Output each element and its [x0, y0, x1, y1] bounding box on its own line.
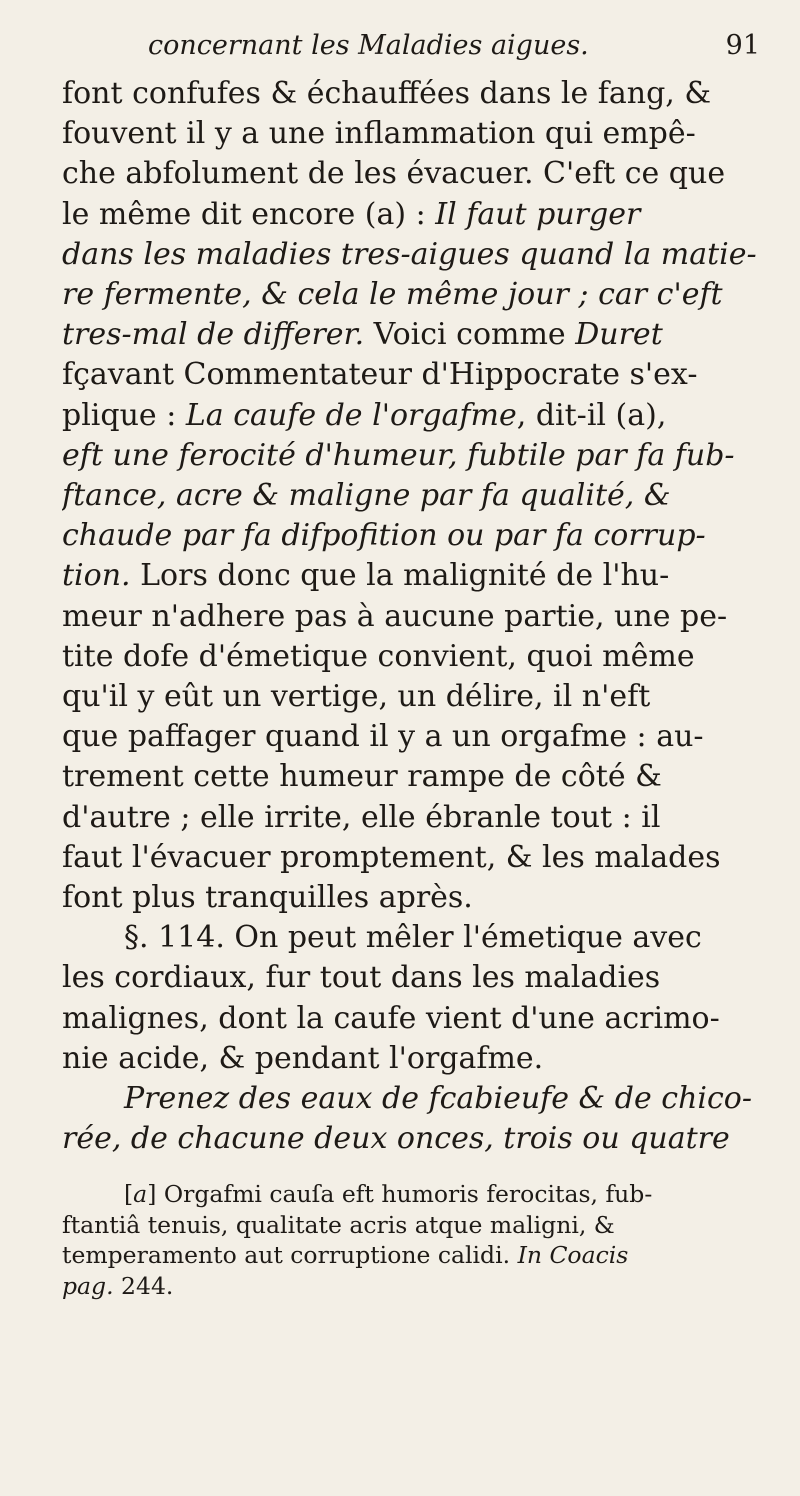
italic-text: re fermente, & cela le même jour ; car c'eft [62, 277, 723, 313]
text-line [62, 1039, 762, 1079]
text-line [62, 556, 762, 596]
text-run: fouvent il y a une inflammation qui empê- [62, 116, 696, 152]
text-line [62, 195, 762, 235]
text-run: ftantiâ tenuis, qualitate acris atque maligni, & [62, 1210, 615, 1239]
italic-text: tion. [62, 558, 131, 594]
text-run: nie acide, & pendant l'orgafme. [62, 1040, 544, 1076]
italic-text: La caufe de l'orgafme [185, 397, 517, 433]
text-line [62, 516, 762, 556]
italic-text: Duret [575, 317, 663, 353]
text-run: tite dofe d'émetique convient, quoi même [62, 638, 695, 674]
italic-text: Prenez des eaux de fcabieufe & de chico- [124, 1081, 753, 1117]
text-line [62, 677, 762, 717]
footnote-line [62, 1179, 762, 1210]
text-run: font plus tranquilles après. [62, 880, 473, 916]
text-run: [ [124, 1180, 134, 1209]
text-run: malignes, dont la caufe vient d'une acrimo- [62, 1000, 720, 1036]
text-line [62, 637, 762, 677]
text-line [62, 918, 762, 958]
italic-text: pag. [62, 1271, 114, 1300]
italic-text: tres-mal de differer. [62, 317, 365, 353]
text-line [62, 838, 762, 878]
italic-text: In Coacis [517, 1241, 629, 1270]
footnote-line [62, 1240, 762, 1271]
footnote [62, 1179, 762, 1301]
text-run: le même dit encore (a) : [62, 196, 436, 232]
text-line [62, 958, 762, 998]
text-line [62, 476, 762, 516]
text-run: §. 114. On peut mêler l'émetique avec [124, 920, 702, 956]
text-line [62, 396, 762, 436]
footnote-line [62, 1210, 762, 1241]
text-line [62, 1079, 762, 1119]
text-run: , dit-il (a), [516, 397, 667, 433]
text-run: plique : [62, 397, 186, 433]
text-line [62, 717, 762, 757]
italic-text: eft une ferocité d'humeur, fubtile par fa fub- [62, 437, 735, 473]
italic-text: rée, de chacune deux onces, trois ou quatre [62, 1121, 730, 1157]
footnote-line [62, 1271, 762, 1302]
text-run: meur n'adhere pas à aucune partie, une pe- [62, 598, 728, 634]
text-line [62, 999, 762, 1039]
text-run: che abfolument de les évacuer. C'eft ce que [62, 156, 726, 192]
italic-text: dans les maladies tres-aigues quand la matie- [62, 236, 757, 272]
text-line [62, 235, 762, 275]
italic-text: a [133, 1180, 148, 1209]
italic-text: ftance, acre & maligne par fa qualité, & [62, 478, 671, 514]
text-line [62, 315, 762, 355]
text-line [62, 436, 762, 476]
page-number: 91 [725, 30, 760, 61]
text-line [62, 757, 762, 797]
running-title: concernant les Maladies aigues. [148, 30, 589, 61]
text-line [62, 597, 762, 637]
italic-text: chaude par fa difpofition ou par fa corrup- [62, 518, 706, 554]
text-run: 244. [113, 1271, 174, 1300]
text-run: que paffager quand il y a un orgafme : au- [62, 719, 704, 755]
text-run: font confufes & échauffées dans le fang, & [62, 76, 712, 111]
text-run: Voici comme [364, 317, 576, 353]
text-line [62, 355, 762, 395]
body-text [62, 74, 762, 1159]
text-line [62, 275, 762, 315]
text-run: ] Orgafmi cauſa eft humoris ferocitas, fub- [147, 1180, 653, 1209]
text-run: trement cette humeur rampe de côté & [62, 759, 662, 795]
text-run: fçavant Commentateur d'Hippocrate s'ex- [62, 357, 698, 393]
text-run: d'autre ; elle irrite, elle ébranle tout : il [62, 799, 661, 835]
text-line [62, 798, 762, 838]
text-run: qu'il y eût un vertige, un délire, il n'eft [62, 679, 651, 715]
text-line [62, 1119, 762, 1159]
text-run: temperamento aut corruptione calidi. [62, 1241, 518, 1270]
text-line [62, 114, 762, 154]
text-run: les cordiaux, fur tout dans les maladies [62, 960, 661, 996]
text-line [62, 154, 762, 194]
italic-text: Il faut purger [435, 196, 641, 232]
page-header [62, 30, 762, 74]
text-run: Lors donc que la malignité de l'hu- [130, 558, 670, 594]
text-run: faut l'évacuer promptement, & les malades [62, 839, 721, 875]
text-line [62, 878, 762, 918]
text-line [62, 74, 762, 114]
